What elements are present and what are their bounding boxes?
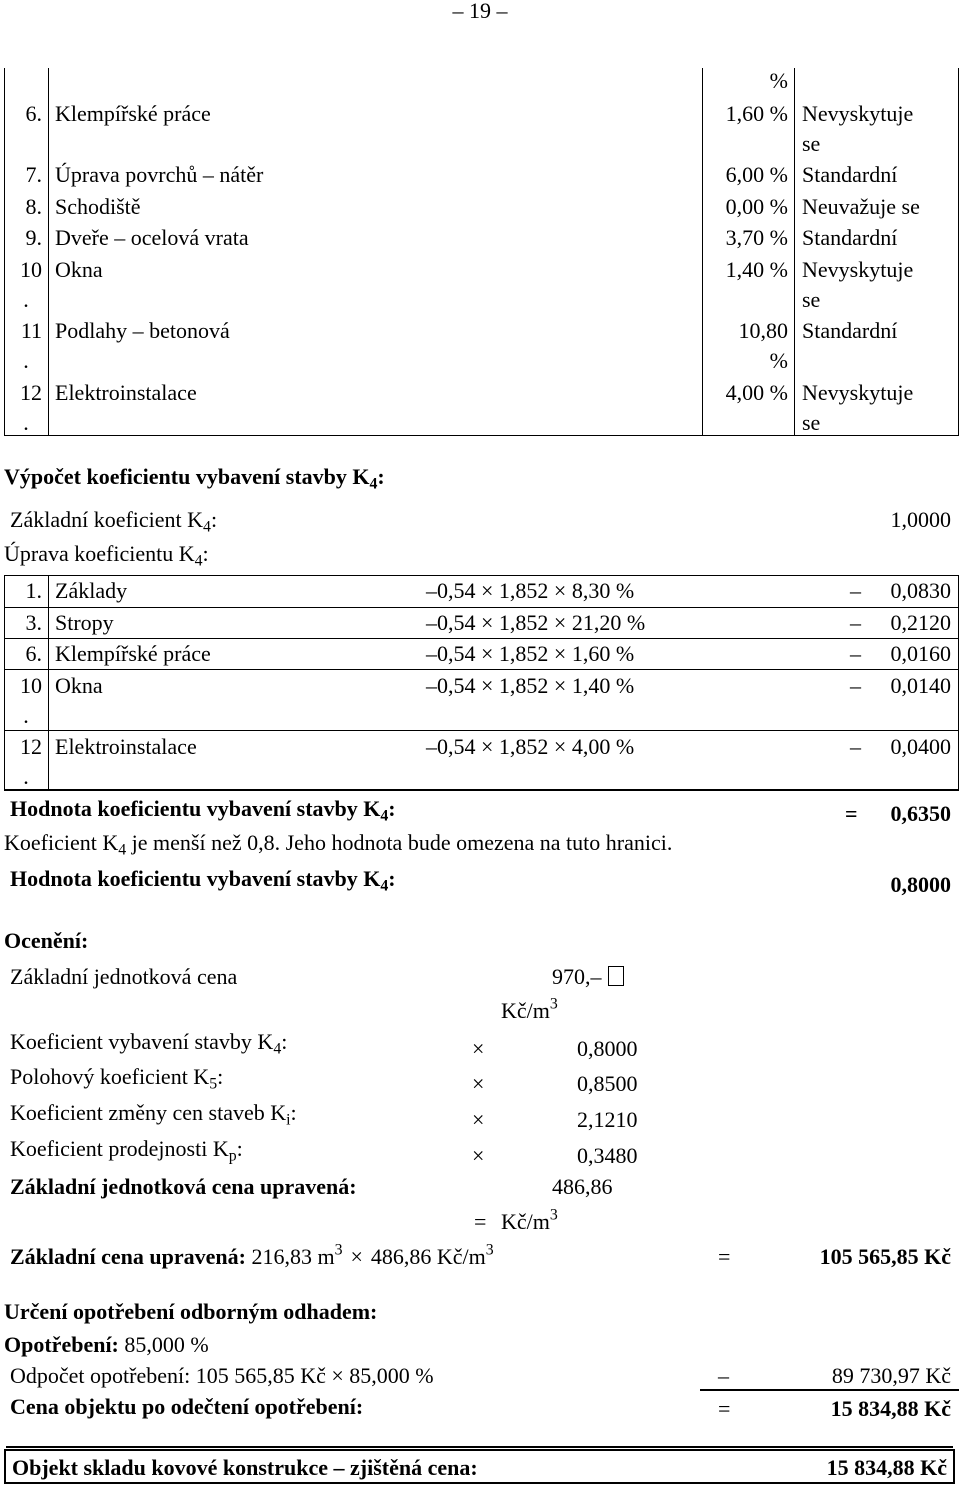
k4-row-value: 0,0160 bbox=[890, 641, 951, 666]
coef-zmeny-cen-value: 2,1210 bbox=[577, 1107, 638, 1132]
table-cell-status: Nevyskytuje bbox=[802, 380, 914, 405]
table-cell-percent: 10,80 bbox=[738, 318, 788, 343]
table-cell-status: Standardní bbox=[802, 318, 898, 343]
table-cell-number: 12 bbox=[20, 380, 42, 405]
wear-deduction-sign: – bbox=[718, 1363, 729, 1388]
table-cell-number: 10 bbox=[20, 257, 42, 282]
k4-row-sign: – bbox=[850, 641, 861, 666]
base-price-unit: $Kč/m^3$ bbox=[501, 995, 558, 1023]
table-cell-percent: 3,70 % bbox=[725, 225, 788, 250]
k4-note: Koeficient $K_4$ je menší než 0,8. Jeho hodnota bude omezena na tuto hranici. bbox=[4, 830, 673, 859]
table-cell-percent: 1,40 % bbox=[725, 257, 788, 282]
table-cell-percent: 1,60 % bbox=[725, 101, 788, 126]
table-cell-status: Nevyskytuje bbox=[802, 101, 914, 126]
table-cell-percent: % bbox=[769, 348, 788, 373]
k4-row-name: Elektroinstalace bbox=[55, 734, 197, 759]
price-after-wear-value: 15 834,88 Kč bbox=[830, 1396, 951, 1421]
table-cell-name: Dveře – ocelová vrata bbox=[55, 225, 249, 250]
summary-label: Objekt skladu kovové konstrukce – zjištěná cena: bbox=[12, 1455, 478, 1480]
adjusted-price-label: Základní jednotková cena upravená: bbox=[10, 1174, 357, 1199]
k4-row-formula: –0,54 × 1,852 × 8,30 % bbox=[426, 578, 635, 603]
table-cell-name: Klempířské práce bbox=[55, 101, 211, 126]
wear-deduction-value: 89 730,97 Kč bbox=[831, 1363, 951, 1388]
k4-row-formula: –0,54 × 1,852 × 1,40 % bbox=[426, 673, 635, 698]
k4-row-name: Stropy bbox=[55, 610, 114, 635]
k4-adjust-label: Úprava koeficientu $K_4$: bbox=[4, 541, 209, 570]
table-cell-status: Standardní bbox=[802, 162, 898, 187]
k4-value-eq: = bbox=[845, 801, 858, 826]
table-cell-number-dot: . bbox=[23, 287, 29, 312]
multiply-icon: × bbox=[472, 1071, 485, 1096]
coef-polohovy-value: 0,8500 bbox=[577, 1071, 638, 1096]
table-cell-name: Úprava povrchů – nátěr bbox=[55, 162, 264, 187]
k4-row-name: Základy bbox=[55, 578, 128, 603]
table-cell-number: 6. bbox=[25, 101, 42, 126]
k4-row-number: 6. bbox=[25, 641, 42, 666]
multiply-icon: × bbox=[472, 1036, 485, 1061]
k4-row-number-dot: . bbox=[23, 764, 29, 789]
k4-basic-value: 1,0000 bbox=[890, 507, 951, 532]
k4-row-formula: –0,54 × 1,852 × 1,60 % bbox=[426, 641, 635, 666]
k4-row-value: 0,0830 bbox=[890, 578, 951, 603]
table-cell-number: 11 bbox=[20, 318, 42, 343]
k4-row-value: 0,0140 bbox=[890, 673, 951, 698]
price-after-wear-label: Cena objektu po odečtení opotřebení: bbox=[10, 1394, 364, 1419]
k4-row-name: Okna bbox=[55, 673, 103, 698]
summary-double-line bbox=[6, 1446, 953, 1448]
coef-vybaveni-value: 0,8000 bbox=[577, 1036, 638, 1061]
table-cell-percent: % bbox=[769, 68, 788, 93]
adjusted-price-unit: $Kč/m^3$ bbox=[501, 1206, 558, 1234]
k4-row-number: 3. bbox=[25, 610, 42, 635]
coef-prodejnosti-label: Koeficient prodejnosti $K_p$: bbox=[10, 1136, 243, 1165]
coef-zmeny-cen-label: Koeficient změny cen staveb $K_i$: bbox=[10, 1100, 297, 1129]
wear-deduction-label: Odpočet opotřebení: 105 565,85 Kč × 85,000 % bbox=[10, 1363, 434, 1388]
table-cell-number: 7. bbox=[25, 162, 42, 187]
table-cell-name: Schodiště bbox=[55, 194, 141, 219]
multiply-icon: × bbox=[472, 1143, 485, 1168]
table-cell-status: Neuvažuje se bbox=[802, 194, 920, 219]
table-cell-number-dot: . bbox=[23, 410, 29, 435]
base-price-label: Základní jednotková cena bbox=[10, 964, 238, 989]
table-cell-name: Podlahy – betonová bbox=[55, 318, 230, 343]
table-cell-status: se bbox=[802, 131, 821, 156]
table-cell-number-dot: . bbox=[23, 348, 29, 373]
multiply-icon: × bbox=[472, 1107, 485, 1132]
k4-row-number: 10 bbox=[20, 673, 42, 698]
table-cell-name: Elektroinstalace bbox=[55, 380, 197, 405]
adjusted-base-price-row: Základní cena upravená: 216,83 $m^3 \times 486,86$ $Kč/m^3$ bbox=[10, 1241, 494, 1269]
adjusted-base-price-value: 105 565,85 Kč bbox=[819, 1244, 951, 1269]
sum-divider bbox=[700, 1389, 959, 1391]
k4-row-sign: – bbox=[850, 578, 861, 603]
table-cell-percent: 0,00 % bbox=[725, 194, 788, 219]
missing-glyph-icon bbox=[608, 966, 624, 986]
k4-row-sign: – bbox=[850, 673, 861, 698]
k4-row-value: 0,2120 bbox=[890, 610, 951, 635]
base-price-value: 970,– bbox=[552, 966, 624, 988]
table-cell-name: Okna bbox=[55, 257, 103, 282]
oceneni-heading: Ocenění: bbox=[4, 928, 89, 953]
table-cell-status: se bbox=[802, 287, 821, 312]
summary-box bbox=[4, 1449, 955, 1484]
k4-row-sign: – bbox=[850, 734, 861, 759]
k4-row-number: 12 bbox=[20, 734, 42, 759]
k4-row-sign: – bbox=[850, 610, 861, 635]
k4-basic-label: Základní koeficient $K_4$: bbox=[10, 507, 218, 536]
adjusted-price-eq: = bbox=[474, 1209, 487, 1234]
k4-final-label: Hodnota koeficientu vybavení stavby $K_4$: bbox=[10, 866, 396, 895]
k4-row-number: 1. bbox=[25, 578, 42, 603]
table-cell-percent: 4,00 % bbox=[725, 380, 788, 405]
k4-row-formula: –0,54 × 1,852 × 4,00 % bbox=[426, 734, 635, 759]
k4-row-value: 0,0400 bbox=[890, 734, 951, 759]
summary-value: 15 834,88 Kč bbox=[826, 1455, 947, 1480]
k4-value-label: Hodnota koeficientu vybavení stavby $K_4$: bbox=[10, 796, 396, 825]
page-number: – 19 – bbox=[452, 0, 508, 23]
table-cell-percent: 6,00 % bbox=[725, 162, 788, 187]
k4-heading: Výpočet koeficientu vybavení stavby $K_4$: bbox=[4, 464, 385, 493]
table-cell-number: 8. bbox=[25, 194, 42, 219]
coef-vybaveni-label: Koeficient vybavení stavby $K_4$: bbox=[10, 1029, 288, 1058]
k4-value: 0,6350 bbox=[890, 801, 951, 826]
table-cell-status: se bbox=[802, 410, 821, 435]
price-after-wear-eq: = bbox=[718, 1396, 731, 1421]
wear-row: Opotřebení: 85,000 % bbox=[4, 1332, 209, 1357]
coef-polohovy-label: Polohový koeficient $K_5$: bbox=[10, 1064, 224, 1093]
adjusted-price-value: 486,86 bbox=[552, 1174, 613, 1199]
k4-row-name: Klempířské práce bbox=[55, 641, 211, 666]
k4-row-formula: –0,54 × 1,852 × 21,20 % bbox=[426, 610, 646, 635]
wear-heading: Určení opotřebení odborným odhadem: bbox=[4, 1299, 378, 1324]
adjusted-base-price-eq: = bbox=[718, 1244, 731, 1269]
k4-final-value: 0,8000 bbox=[890, 872, 951, 897]
coef-prodejnosti-value: 0,3480 bbox=[577, 1143, 638, 1168]
table-cell-number: 9. bbox=[25, 225, 42, 250]
table-cell-status: Nevyskytuje bbox=[802, 257, 914, 282]
k4-row-number-dot: . bbox=[23, 703, 29, 728]
table-cell-status: Standardní bbox=[802, 225, 898, 250]
